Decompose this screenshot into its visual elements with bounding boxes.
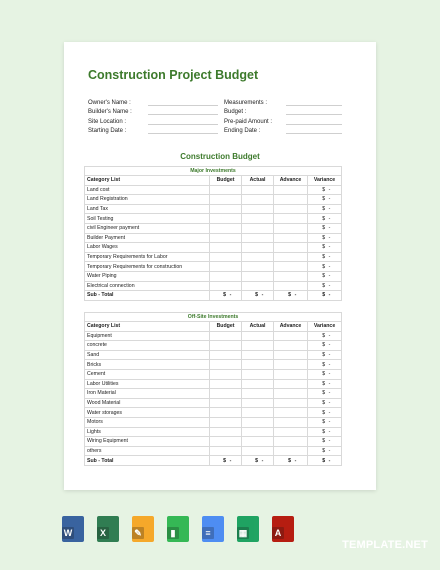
budget-cell: [210, 446, 242, 456]
advance-cell: [274, 195, 308, 205]
column-header: Variance: [308, 322, 342, 332]
subtotal-label: Sub - Total: [85, 291, 210, 301]
variance-cell: $ -: [308, 243, 342, 253]
info-field-row: [224, 108, 342, 118]
advance-cell: [274, 204, 308, 214]
variance-cell: $ -: [308, 204, 342, 214]
actual-cell: [242, 233, 274, 243]
budget-cell: [210, 427, 242, 437]
table-row: [85, 360, 342, 370]
variance-cell: $ -: [308, 262, 342, 272]
budget-cell: [210, 271, 242, 281]
app-icons-row: [62, 516, 294, 542]
table-row: [85, 341, 342, 351]
table-row: [85, 437, 342, 447]
advance-cell: [274, 369, 308, 379]
pages-icon[interactable]: ✎: [132, 516, 154, 542]
info-field-blank[interactable]: [286, 119, 342, 125]
category-cell: Labor Wages: [85, 243, 210, 253]
actual-cell: [242, 427, 274, 437]
category-cell: Equipment: [85, 331, 210, 341]
actual-cell: [242, 252, 274, 262]
category-cell: Wood Material: [85, 398, 210, 408]
actual-cell: [242, 398, 274, 408]
category-cell: Soil Testing: [85, 214, 210, 224]
actual-cell: [242, 389, 274, 399]
variance-cell: $ -: [308, 350, 342, 360]
budget-cell: [210, 398, 242, 408]
actual-cell: [242, 195, 274, 205]
table-band-row: [85, 313, 342, 322]
table-row: [85, 389, 342, 399]
category-cell: others: [85, 446, 210, 456]
column-header: Advance: [274, 176, 308, 186]
advance-cell: [274, 214, 308, 224]
info-field-label: Ending Date :: [224, 128, 261, 135]
subtotal-row: [85, 291, 342, 301]
category-cell: Bricks: [85, 360, 210, 370]
subtotal-value: $ -: [308, 456, 342, 466]
actual-cell: [242, 379, 274, 389]
budget-cell: [210, 379, 242, 389]
advance-cell: [274, 408, 308, 418]
table-row: [85, 379, 342, 389]
category-cell: Builder Payment: [85, 233, 210, 243]
actual-cell: [242, 350, 274, 360]
variance-cell: $ -: [308, 437, 342, 447]
variance-cell: $ -: [308, 214, 342, 224]
budget-cell: [210, 341, 242, 351]
info-field-blank[interactable]: [286, 128, 342, 134]
info-field-blank[interactable]: [286, 100, 342, 106]
pdf-icon[interactable]: A: [272, 516, 294, 542]
advance-cell: [274, 223, 308, 233]
table-row: [85, 331, 342, 341]
budget-cell: [210, 185, 242, 195]
advance-cell: [274, 185, 308, 195]
actual-cell: [242, 243, 274, 253]
column-header: Actual: [242, 176, 274, 186]
variance-cell: $ -: [308, 427, 342, 437]
actual-cell: [242, 185, 274, 195]
info-fields-right: [224, 98, 342, 136]
info-field-blank[interactable]: [148, 100, 218, 106]
actual-cell: [242, 408, 274, 418]
variance-cell: $ -: [308, 417, 342, 427]
variance-cell: $ -: [308, 223, 342, 233]
category-cell: Wiring Equipment: [85, 437, 210, 447]
budget-cell: [210, 408, 242, 418]
actual-cell: [242, 417, 274, 427]
advance-cell: [274, 427, 308, 437]
subtotal-value: $ -: [274, 456, 308, 466]
subtotal-label: Sub - Total: [85, 456, 210, 466]
table-row: [85, 271, 342, 281]
advance-cell: [274, 281, 308, 291]
column-header: Category List: [85, 322, 210, 332]
variance-cell: $ -: [308, 331, 342, 341]
table-row: [85, 262, 342, 272]
variance-cell: $ -: [308, 195, 342, 205]
category-cell: Motors: [85, 417, 210, 427]
category-cell: Temporary Requirements for Labor: [85, 252, 210, 262]
budget-cell: [210, 243, 242, 253]
advance-cell: [274, 437, 308, 447]
info-field-row: [224, 127, 342, 137]
budget-cell: [210, 281, 242, 291]
subtotal-value: $ -: [210, 456, 242, 466]
table-row: [85, 252, 342, 262]
advance-cell: [274, 262, 308, 272]
google-sheets-icon[interactable]: ▦: [237, 516, 259, 542]
category-cell: Electrical connection: [85, 281, 210, 291]
actual-cell: [242, 271, 274, 281]
category-cell: Water Piping: [85, 271, 210, 281]
budget-cell: [210, 204, 242, 214]
category-cell: Land Tax: [85, 204, 210, 214]
advance-cell: [274, 233, 308, 243]
table-row: [85, 350, 342, 360]
table-row: [85, 204, 342, 214]
actual-cell: [242, 437, 274, 447]
table-row: [85, 233, 342, 243]
variance-cell: $ -: [308, 281, 342, 291]
advance-cell: [274, 379, 308, 389]
category-cell: concrete: [85, 341, 210, 351]
info-fields-left: [88, 98, 218, 136]
brand-watermark: TEMPLATE.NET: [342, 539, 428, 551]
info-field-row: [88, 117, 218, 127]
advance-cell: [274, 243, 308, 253]
info-field-row: [224, 98, 342, 108]
budget-cell: [210, 437, 242, 447]
budget-cell: [210, 195, 242, 205]
actual-cell: [242, 360, 274, 370]
advance-cell: [274, 398, 308, 408]
category-cell: Land cost: [85, 185, 210, 195]
actual-cell: [242, 214, 274, 224]
actual-cell: [242, 262, 274, 272]
budget-cell: [210, 350, 242, 360]
column-header: Category List: [85, 176, 210, 186]
variance-cell: $ -: [308, 408, 342, 418]
budget-cell: [210, 360, 242, 370]
table-row: [85, 185, 342, 195]
advance-cell: [274, 252, 308, 262]
info-field-label: Budget :: [224, 109, 247, 116]
info-field-label: Site Location :: [88, 118, 127, 125]
advance-cell: [274, 417, 308, 427]
table-row: [85, 427, 342, 437]
subtotal-value: $ -: [308, 291, 342, 301]
variance-cell: $ -: [308, 185, 342, 195]
variance-cell: $ -: [308, 271, 342, 281]
variance-cell: $ -: [308, 446, 342, 456]
subtotal-value: $ -: [242, 456, 274, 466]
advance-cell: [274, 341, 308, 351]
category-cell: Iron Material: [85, 389, 210, 399]
table-row: [85, 446, 342, 456]
google-docs-icon[interactable]: ≡: [202, 516, 224, 542]
info-field-blank[interactable]: [286, 109, 342, 115]
category-cell: Labor Utilities: [85, 379, 210, 389]
info-field-row: [88, 108, 218, 118]
major-investments-table: [84, 166, 342, 301]
budget-cell: [210, 233, 242, 243]
budget-cell: [210, 214, 242, 224]
table-row: [85, 369, 342, 379]
budget-cell: [210, 252, 242, 262]
table-header-row: [85, 176, 342, 186]
column-header: Budget: [210, 322, 242, 332]
column-header: Advance: [274, 322, 308, 332]
table-row: [85, 281, 342, 291]
actual-cell: [242, 331, 274, 341]
info-field-label: Measurements :: [224, 99, 268, 106]
budget-cell: [210, 223, 242, 233]
variance-cell: $ -: [308, 369, 342, 379]
info-field-label: Owner's Name :: [88, 99, 131, 106]
subtotal-value: $ -: [274, 291, 308, 301]
advance-cell: [274, 271, 308, 281]
offsite-investments-table: [84, 312, 342, 466]
advance-cell: [274, 446, 308, 456]
table-band-row: [85, 167, 342, 176]
subtotal-row: [85, 456, 342, 466]
table-row: [85, 408, 342, 418]
document-title: Construction Project Budget: [88, 68, 259, 82]
actual-cell: [242, 281, 274, 291]
info-field-blank[interactable]: [148, 119, 218, 125]
table-header-row: [85, 322, 342, 332]
numbers-icon[interactable]: ▮: [167, 516, 189, 542]
table-row: [85, 223, 342, 233]
info-field-row: [88, 98, 218, 108]
category-cell: civil Engineer payment: [85, 223, 210, 233]
variance-cell: $ -: [308, 389, 342, 399]
actual-cell: [242, 446, 274, 456]
table-band-title: Major Investments: [85, 167, 342, 176]
info-field-blank[interactable]: [148, 109, 218, 115]
info-field-label: Starting Date :: [88, 128, 127, 135]
variance-cell: $ -: [308, 398, 342, 408]
info-field-row: [88, 127, 218, 137]
table-row: [85, 398, 342, 408]
category-cell: Water storages: [85, 408, 210, 418]
budget-cell: [210, 262, 242, 272]
word-icon[interactable]: W: [62, 516, 84, 542]
document-page: [64, 42, 376, 490]
budget-cell: [210, 417, 242, 427]
actual-cell: [242, 204, 274, 214]
excel-icon[interactable]: X: [97, 516, 119, 542]
table-row: [85, 243, 342, 253]
category-cell: Land Registration: [85, 195, 210, 205]
budget-cell: [210, 369, 242, 379]
advance-cell: [274, 331, 308, 341]
info-field-blank[interactable]: [148, 128, 218, 134]
variance-cell: $ -: [308, 360, 342, 370]
budget-cell: [210, 331, 242, 341]
table-row: [85, 417, 342, 427]
info-field-row: [224, 117, 342, 127]
subtotal-value: $ -: [210, 291, 242, 301]
column-header: Budget: [210, 176, 242, 186]
actual-cell: [242, 223, 274, 233]
category-cell: Cement: [85, 369, 210, 379]
table-row: [85, 214, 342, 224]
category-cell: Sand: [85, 350, 210, 360]
section-title: Construction Budget: [180, 152, 260, 161]
subtotal-value: $ -: [242, 291, 274, 301]
column-header: Actual: [242, 322, 274, 332]
actual-cell: [242, 369, 274, 379]
table-band-title: Off-Site Investments: [85, 313, 342, 322]
category-cell: Temporary Requirements for construction: [85, 262, 210, 272]
advance-cell: [274, 389, 308, 399]
info-field-label: Builder's Name :: [88, 109, 132, 116]
column-header: Variance: [308, 176, 342, 186]
variance-cell: $ -: [308, 252, 342, 262]
advance-cell: [274, 360, 308, 370]
variance-cell: $ -: [308, 233, 342, 243]
variance-cell: $ -: [308, 341, 342, 351]
variance-cell: $ -: [308, 379, 342, 389]
info-field-label: Pre-paid Amount :: [224, 118, 273, 125]
category-cell: Lights: [85, 427, 210, 437]
actual-cell: [242, 341, 274, 351]
advance-cell: [274, 350, 308, 360]
table-row: [85, 195, 342, 205]
budget-cell: [210, 389, 242, 399]
